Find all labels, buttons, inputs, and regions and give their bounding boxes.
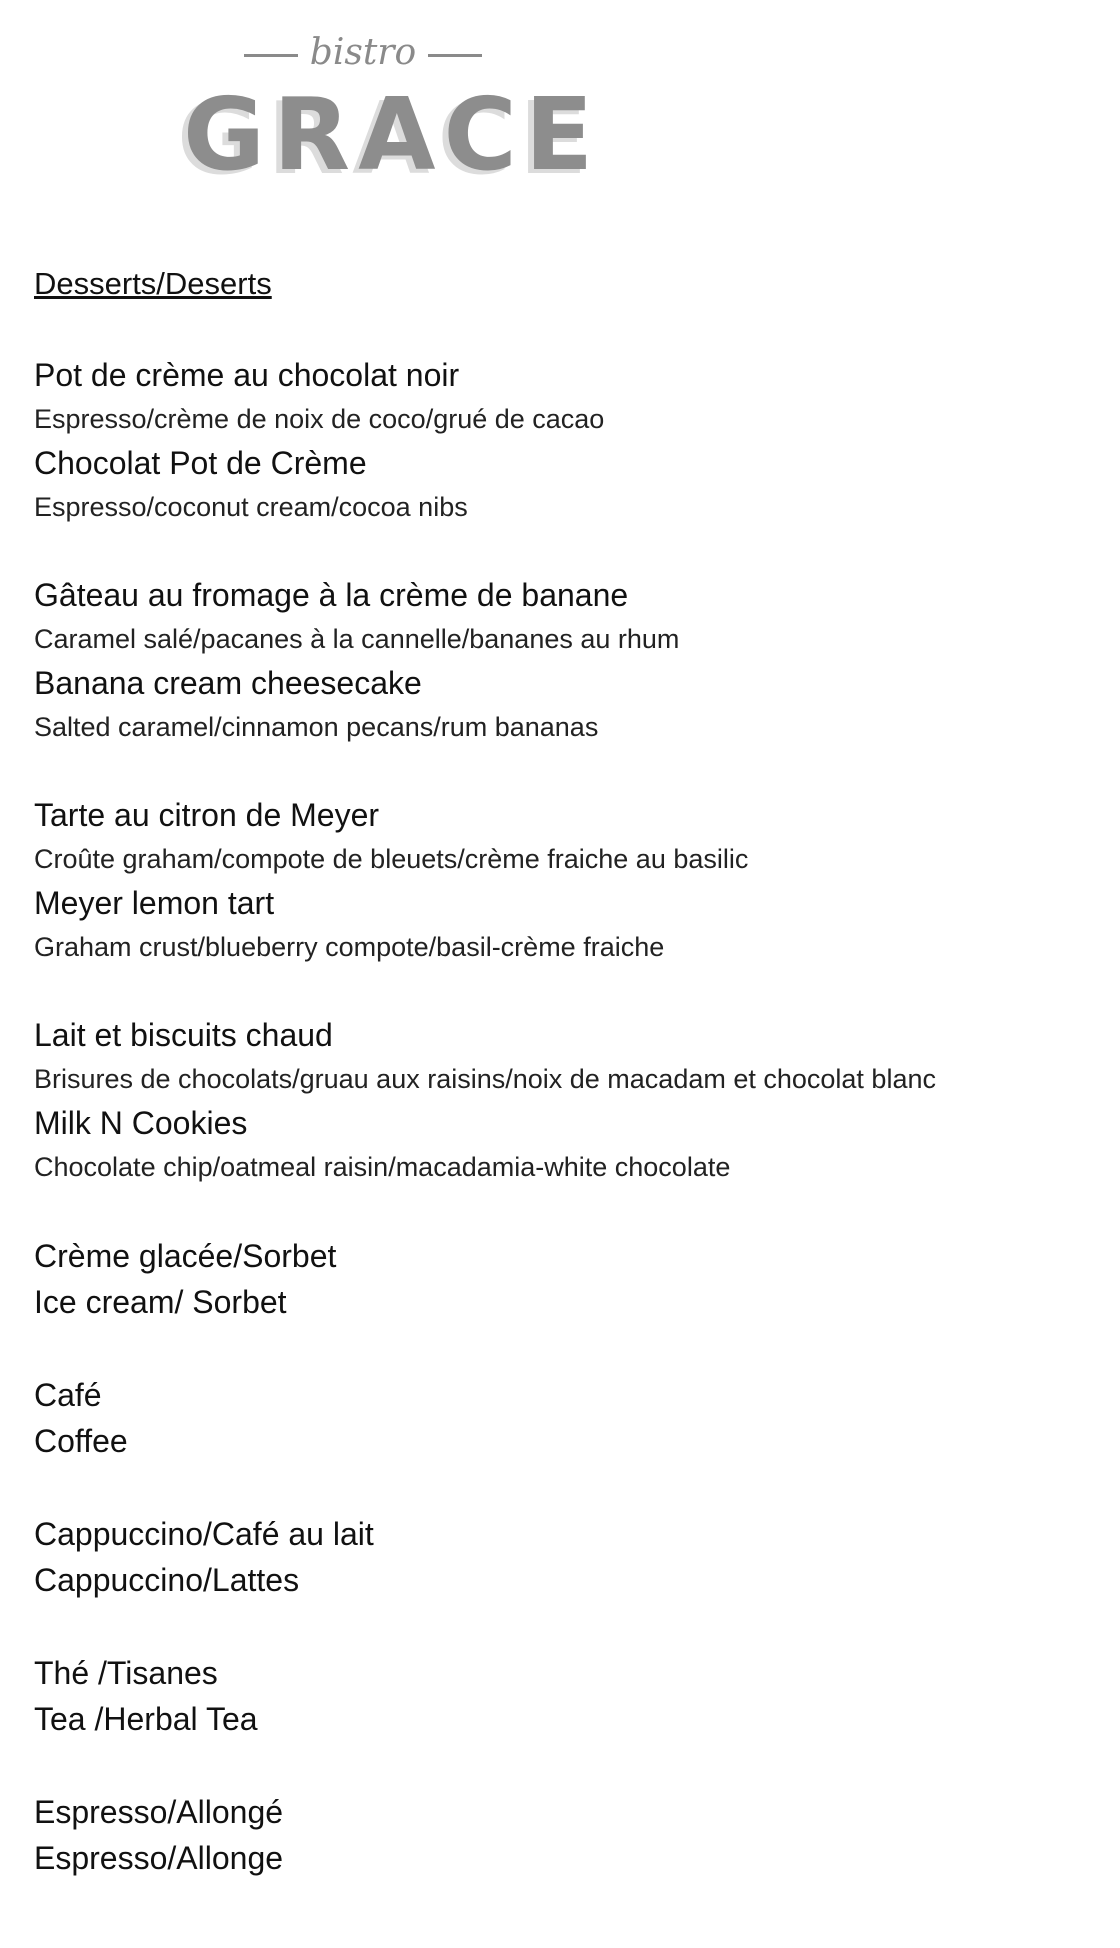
- logo-name: GRACE: [183, 76, 602, 193]
- logo-subtitle-text: bistro: [309, 32, 417, 73]
- item-name-fr: Crème glacée/Sorbet: [34, 1238, 337, 1274]
- menu-item-group: [34, 1013, 1094, 1189]
- menu-item-group: [34, 1233, 1094, 1325]
- item-name-en: Meyer lemon tart: [34, 885, 275, 921]
- logo-subtitle: [183, 32, 543, 73]
- menu-item-group: [34, 1789, 1094, 1881]
- menu-item-group: [34, 1650, 1094, 1742]
- item-name-fr: Cappuccino/Café au lait: [34, 1516, 374, 1552]
- item-name-en: Cappuccino/Lattes: [34, 1562, 300, 1598]
- item-name-en: Ice cream/ Sorbet: [34, 1284, 287, 1320]
- section-title: Desserts/Deserts: [34, 266, 272, 301]
- item-name-en: Tea /Herbal Tea: [34, 1701, 258, 1737]
- item-name-fr: Espresso/Allongé: [34, 1794, 284, 1830]
- item-name-fr: Pot de crème au chocolat noir: [34, 357, 460, 393]
- dessert-menu: [34, 265, 1094, 1928]
- item-name-en: Banana cream cheesecake: [34, 665, 422, 701]
- bistro-grace-logo: [183, 14, 602, 194]
- menu-item-group: [34, 1372, 1094, 1464]
- menu-item-group: [34, 573, 1094, 749]
- item-name-fr: Lait et biscuits chaud: [34, 1017, 333, 1053]
- item-description-en: Salted caramel/cinnamon pecans/rum bananas: [34, 712, 599, 742]
- item-name-fr: Café: [34, 1377, 102, 1413]
- menu-item-group: [34, 793, 1094, 969]
- logo-dash-left: [244, 54, 298, 57]
- item-name-fr: Gâteau au fromage à la crème de banane: [34, 577, 629, 613]
- logo-dash-right: [428, 54, 482, 57]
- item-name-en: Milk N Cookies: [34, 1105, 248, 1141]
- item-name-fr: Thé /Tisanes: [34, 1655, 218, 1691]
- item-description-fr: Croûte graham/compote de bleuets/crème fraiche au basilic: [34, 844, 749, 874]
- item-description-en: Espresso/coconut cream/cocoa nibs: [34, 492, 468, 522]
- item-name-fr: Tarte au citron de Meyer: [34, 797, 380, 833]
- item-name-en: Chocolat Pot de Crème: [34, 445, 367, 481]
- item-description-fr: Espresso/crème de noix de coco/grué de cacao: [34, 404, 605, 434]
- item-name-en: Espresso/Allonge: [34, 1840, 284, 1876]
- item-description-fr: Caramel salé/pacanes à la cannelle/bananes au rhum: [34, 624, 680, 654]
- item-name-en: Coffee: [34, 1423, 128, 1459]
- item-description-en: Chocolate chip/oatmeal raisin/macadamia-white chocolate: [34, 1152, 731, 1182]
- item-description-en: Graham crust/blueberry compote/basil-crème fraiche: [34, 932, 665, 962]
- menu-item-group: [34, 1511, 1094, 1603]
- item-description-fr: Brisures de chocolats/gruau aux raisins/noix de macadam et chocolat blanc: [34, 1064, 936, 1094]
- menu-item-group: [34, 353, 1094, 529]
